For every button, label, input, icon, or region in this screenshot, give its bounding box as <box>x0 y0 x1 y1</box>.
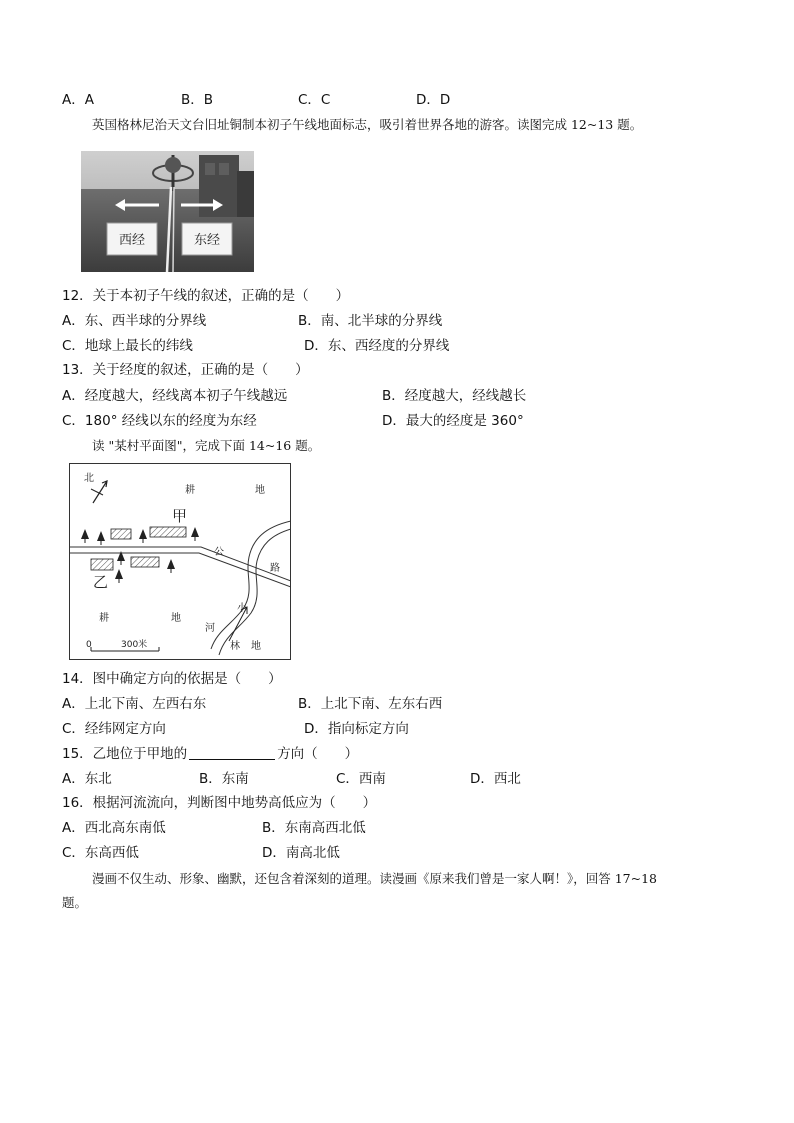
farmland-label-bottom-2: 地 <box>171 613 181 624</box>
q14-option-a: A．上北下南、左西右东 <box>62 696 207 712</box>
q12-option-c: C．地球上最长的纬线 <box>62 338 193 354</box>
east-longitude-label: 东经 <box>193 233 221 248</box>
q15-answer-blank <box>189 745 275 760</box>
village-plan-map <box>69 463 291 660</box>
q11-option-a: A．A <box>62 92 94 108</box>
q12-option-b: B．南、北半球的分界线 <box>298 313 443 329</box>
scale-distance-label: 300米 <box>121 640 148 650</box>
q12-option-a: A．东、西半球的分界线 <box>62 313 207 329</box>
q11-option-b: B．B <box>181 92 214 108</box>
yi-label: 乙 <box>93 573 109 591</box>
q15-stem-before: 15．乙地位于甲地的 <box>62 746 188 762</box>
q14-stem: 14．图中确定方向的依据是（ ） <box>62 671 282 687</box>
west-longitude-label: 西经 <box>118 233 146 248</box>
q16-stem: 16．根据河流流向，判断图中地势高低应为（ ） <box>62 795 377 811</box>
q16-option-d: D．南高北低 <box>262 845 340 861</box>
q12-option-d: D．东、西经度的分界线 <box>304 338 450 354</box>
q13-option-d: D．最大的经度是 360° <box>382 413 524 429</box>
q13-option-a: A．经度越大，经线离本初子午线越远 <box>62 388 288 404</box>
intro-17-18-line2: 题。 <box>62 895 88 910</box>
q15-option-b: B．东南 <box>199 771 249 787</box>
farmland-label-bottom-1: 耕 <box>99 613 109 624</box>
q15-option-a: A．东北 <box>62 771 112 787</box>
river-label-2: 河 <box>205 623 215 634</box>
road-label-2: 路 <box>270 563 280 574</box>
q13-option-c: C．180° 经线以东的经度为东经 <box>62 413 257 429</box>
q12-stem: 12．关于本初子午线的叙述，正确的是（ ） <box>62 288 350 304</box>
q16-option-b: B．东南高西北低 <box>262 820 366 836</box>
q16-option-c: C．东高西低 <box>62 845 139 861</box>
jia-label: 甲 <box>172 507 188 525</box>
house-icon <box>111 529 131 539</box>
intro-14-16: 读 "某村平面图"，完成下面 14~16 题。 <box>92 438 321 453</box>
q14-option-d: D．指向标定方向 <box>304 721 409 737</box>
forest-label-2: 地 <box>251 641 261 652</box>
q11-option-d: D．D <box>416 92 451 108</box>
q15-option-d: D．西北 <box>470 771 521 787</box>
intro-12-13: 英国格林尼治天文台旧址铜制本初子午线地面标志，吸引着世界各地的游客。读图完成 12~13 题。 <box>92 117 643 132</box>
north-label: 北 <box>84 473 94 484</box>
q15-stem-after: 方向（ ） <box>277 746 359 762</box>
river-label-1: 小 <box>237 603 247 614</box>
q11-option-c: C．C <box>298 92 331 108</box>
q15-stem <box>62 744 358 764</box>
q13-option-b: B．经度越大，经线越长 <box>382 388 527 404</box>
house-icon <box>131 557 159 567</box>
intro-17-18-line1: 漫画不仅生动、形象、幽默，还包含着深刻的道理。读漫画《原来我们曾是一家人啊！》，回答 17~18 <box>92 871 658 886</box>
q16-option-a: A．西北高东南低 <box>62 820 166 836</box>
farmland-label-top-2: 地 <box>255 485 265 496</box>
q14-option-c: C．经纬网定方向 <box>62 721 166 737</box>
q13-stem: 13．关于经度的叙述，正确的是（ ） <box>62 362 309 378</box>
farmland-label-top-1: 耕 <box>185 485 195 496</box>
house-icon <box>150 527 186 537</box>
q14-option-b: B．上北下南、左东右西 <box>298 696 443 712</box>
house-icon <box>91 559 113 570</box>
scale-zero-label: 0 <box>86 640 92 650</box>
road-label-1: 公 <box>214 547 224 558</box>
prime-meridian-photo <box>81 151 254 272</box>
forest-label-1: 林 <box>230 641 240 652</box>
q15-option-c: C．西南 <box>336 771 386 787</box>
